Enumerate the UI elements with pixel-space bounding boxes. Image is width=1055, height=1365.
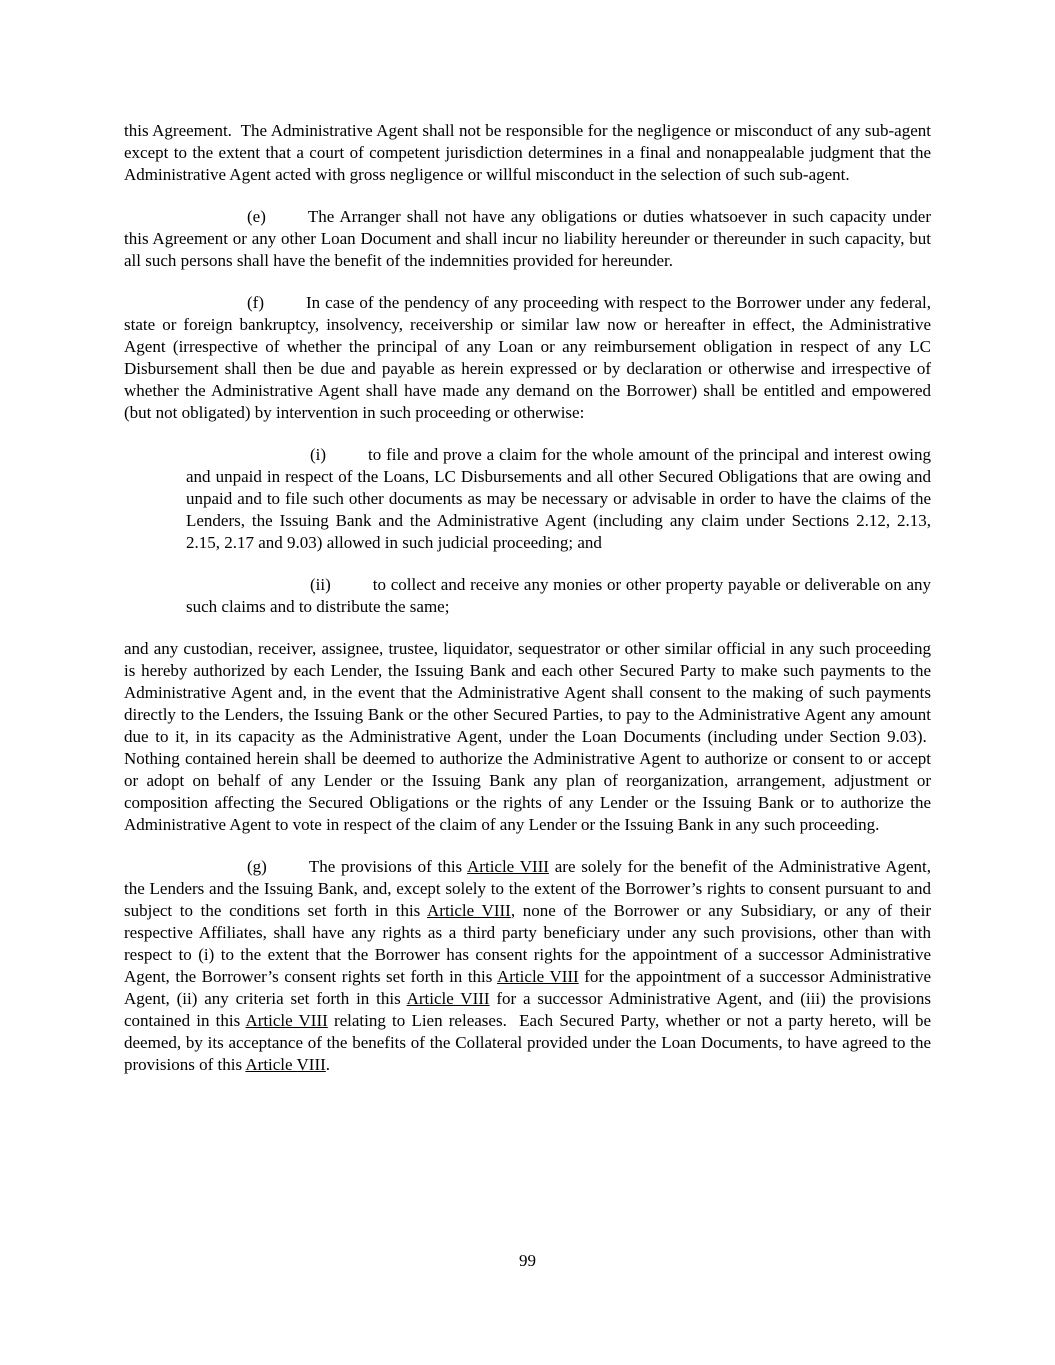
paragraph <box>124 292 931 424</box>
paragraph-label: (f) <box>247 293 264 312</box>
paragraph <box>186 444 931 554</box>
text-run: , none of the Borrower or any Subsidiary, or any of their respective Affiliates, shall have any rights as a third party beneficiary under any such provisions, other than with respect to (i) to the extent that the Borrower has consent rights for the appointment of a successor Administrative Agent, the Borrower’s consent rights set forth in this <box>124 901 931 986</box>
text-run: for the appointment of a successor Administrative Agent, (ii) any criteria set forth in this <box>124 967 931 1008</box>
page-number: 99 <box>519 1251 536 1270</box>
text-run: relating to Lien releases. Each Secured Party, whether or not a party hereto, will be deemed, by its acceptance of the benefits of the Collateral provided under the Loan Documents, to have agreed to the provisions of this <box>124 1011 931 1074</box>
paragraph <box>124 856 931 1076</box>
text-run: to file and prove a claim for the whole amount of the principal and interest owing and unpaid in respect of the Loans, LC Disbursements and all other Secured Obligations that are owing and unpaid and to file such other documents as may be necessary or advisable in order to have the claims of the Lenders, the Issuing Bank and the Administrative Agent (including any claim under Sections 2.12, 2.13, 2.15, 2.17 and 9.03) allowed in such judicial proceeding; and <box>186 445 931 552</box>
paragraph <box>124 120 931 186</box>
text-run: . <box>325 1055 331 1074</box>
paragraph-label: (i) <box>310 445 327 464</box>
text-run: to collect and receive any monies or other property payable or deliverable on any such claims and to distribute the same; <box>186 575 931 616</box>
document-body <box>124 120 931 1096</box>
article-viii-reference: Article VIII <box>497 967 579 986</box>
paragraph <box>186 574 931 618</box>
paragraph-label: (g) <box>247 857 267 876</box>
article-viii-reference: Article VIII <box>427 901 511 920</box>
text-run: The provisions of this <box>308 857 468 876</box>
text-run: for a successor Administrative Agent, and (iii) the provisions contained in this <box>124 989 932 1030</box>
paragraph-label: (e) <box>247 207 266 226</box>
text-run: The Arranger shall not have any obligations or duties whatsoever in such capacity under this Agreement or any other Loan Document and shall incur no liability hereunder or thereunder in such capacity, but all such persons shall have the benefit of the indemnities provided for hereunder. <box>124 207 931 270</box>
article-viii-reference: Article VIII <box>467 857 549 876</box>
article-viii-reference: Article VIII <box>245 1055 326 1074</box>
article-viii-reference: Article VIII <box>245 1011 328 1030</box>
paragraph-label: (ii) <box>310 575 331 594</box>
article-viii-reference: Article VIII <box>406 989 490 1008</box>
text-run: In case of the pendency of any proceeding with respect to the Borrower under any federal, state or foreign bankruptcy, insolvency, receivership or similar law now or hereafter in effect, the Administrative Agent (irrespective of whether the principal of any Loan or any reimbursement obligation in respect of any LC Disbursement shall then be due and payable as herein expressed or by declaration or otherwise and irrespective of whether the Administrative Agent shall have made any demand on the Borrower) shall be entitled and empowered (but not obligated) by intervention in such proceeding or otherwise: <box>124 293 931 422</box>
text-run: are solely for the benefit of the Administrative Agent, the Lenders and the Issuing Bank, and, except solely to the extent of the Borrower’s rights to consent pursuant to and subject to the conditions set forth in this <box>124 857 932 920</box>
paragraph <box>124 638 931 836</box>
paragraph <box>124 206 931 272</box>
text-run: this Agreement. The Administrative Agent shall not be responsible for the negligence or misconduct of any sub-agent except to the extent that a court of competent jurisdiction determines in a final and nonappealable judgment that the Administrative Agent acted with gross negligence or willful misconduct in the selection of such sub-agent. <box>124 121 931 184</box>
text-run: and any custodian, receiver, assignee, trustee, liquidator, sequestrator or other similar official in any such proceeding is hereby authorized by each Lender, the Issuing Bank and each other Secured Party to make such payments to the Administrative Agent and, in the event that the Administrative Agent shall consent to the making of such payments directly to the Lenders, the Issuing Bank or the other Secured Parties, to pay to the Administrative Agent any amount due to it, in its capacity as the Administrative Agent, under the Loan Documents (including under Section 9.03). Nothing contained herein shall be deemed to authorize the Administrative Agent to authorize or consent to or accept or adopt on behalf of any Lender or the Issuing Bank any plan of reorganization, arrangement, adjustment or composition affecting the Secured Obligations or the rights of any Lender or the Issuing Bank or to authorize the Administrative Agent to vote in respect of the claim of any Lender or the Issuing Bank in any such proceeding. <box>124 639 931 834</box>
